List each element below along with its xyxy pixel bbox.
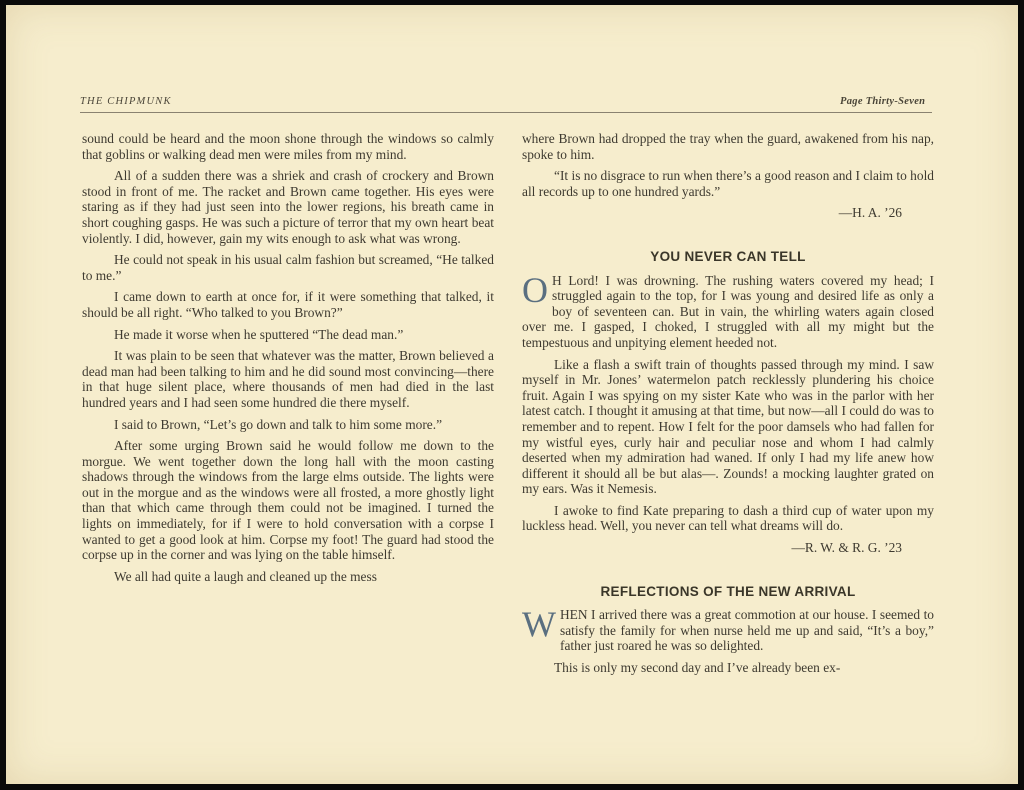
paragraph: He made it worse when he sputtered “The dead man.” (114, 326, 404, 342)
drop-cap-letter: W (522, 604, 556, 645)
paragraph-text: H Lord! I was drowning. The rushing waters covered my head; I struggled again to the top, for I was young and desired life as only a boy of seventeen can. But in vain, the whirling waters again closed over me. I gasped, I choked, I struggled with all my might but the tempestuous and unpitying element heeded not. (522, 272, 934, 350)
paragraph (522, 269, 934, 351)
paragraph: After some urging Brown said he would follow me down to the morgue. We went together down the long hall with the moon casting shadows through the windows from the large elms outside. The lights were out in the morgue and as the windows were all frosted, a more ghostly light than that which came through them could not be imagined. I turned the lights on immediately, for if I were to hold conversation with a corpse I wanted to get a good look at him. Corpse my foot! The guard had stood the corpse up in the corner and was lying on the table himself. (82, 438, 494, 563)
paragraph: where Brown had dropped the tray when the guard, awakened from his nap, spoke to him. (522, 131, 934, 162)
drop-cap-letter: O (522, 269, 548, 310)
story-title-you-never-can-tell: YOU NEVER CAN TELL (650, 248, 806, 264)
story-title-reflections: REFLECTIONS OF THE NEW ARRIVAL (600, 583, 856, 599)
right-column (522, 131, 934, 682)
paragraph: I came down to earth at once for, if it were something that talked, it should be all right. “Who talked to you Brown?” (82, 289, 494, 320)
paragraph (522, 604, 934, 654)
paragraph: He could not speak in his usual calm fashion but screamed, “He talked to me.” (82, 252, 494, 283)
paragraph: It was plain to be seen that whatever was the matter, Brown believed a dead man had been talking to him and he did sound most convincing—there in that huge silent place, where thousands of men had died in the last hundred years and I had seen some hundred die there myself. (82, 348, 494, 410)
paragraph: I awoke to find Kate preparing to dash a third cup of water upon my luckless head. Well, you never can tell what dreams will do. (522, 502, 934, 534)
signature-rw-rg: —R. W. & R. G. ’23 (791, 540, 902, 556)
running-header-page-number: Page Thirty-Seven (840, 96, 926, 107)
paragraph: I said to Brown, “Let’s go down and talk to him some more.” (114, 416, 443, 432)
header-rule (80, 112, 932, 113)
paragraph: sound could be heard and the moon shone through the windows so calmly that goblins or walking dead men were miles from my mind. (82, 131, 494, 162)
paragraph: Like a flash a swift train of thoughts passed through my mind. I saw myself in Mr. Jones’ watermelon patch recklessly plundering his choice fruit. Again I was spying on my sister Kate who was in the parlor with her latest catch. I thought it amusing at that time, but now—all I could do was to remember and to repent. How I felt for the poor damsels who had fallen for my wistful eyes, curly hair and peculiar nose and whom I had calmly deserted when my admiration had waned. If only I had my life anew how different it should all be but alas—. Zounds! a mocking laughter grated on my ears. Was it Nemesis. (522, 356, 934, 497)
paragraph-text: HEN I arrived there was a great commotion at our house. I seemed to satisfy the family for when nurse held me up and said, “It’s a boy,” father just roared he was so delighted. (559, 607, 934, 654)
paragraph: All of a sudden there was a shriek and crash of crockery and Brown stood in front of me. The racket and Brown came together. His eyes were staring as if they had just seen into the lower regions, his breath came in short coughing gasps. He was such a picture of terror that my own heart beat violently. I did, however, gain my wits enough to ask what was wrong. (82, 168, 494, 246)
left-column (82, 131, 494, 590)
paragraph: This is only my second day and I’ve already been ex- (554, 660, 841, 676)
paragraph: We all had quite a laugh and cleaned up the mess (114, 568, 377, 584)
running-header-title: THE CHIPMUNK (80, 96, 172, 107)
signature-ha: —H. A. ’26 (838, 205, 902, 221)
paragraph: “It is no disgrace to run when there’s a good reason and I claim to hold all records up to one hundred yards.” (522, 168, 934, 199)
